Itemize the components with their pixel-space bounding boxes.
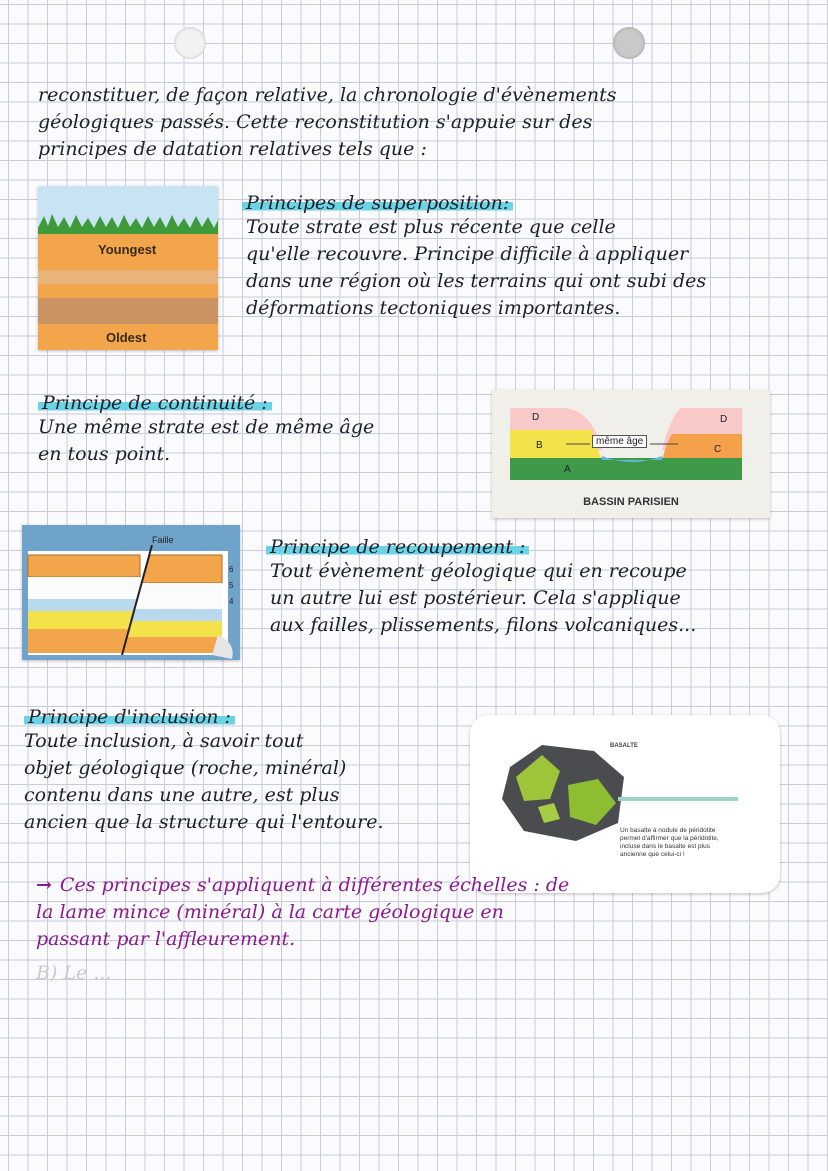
body-line: contenu dans une autre, est plus bbox=[24, 784, 340, 806]
recoupement-body bbox=[270, 558, 816, 639]
basalt-text-line: permet d'affirmer que la péridotite, bbox=[620, 835, 719, 842]
basalt-illustration bbox=[498, 737, 638, 847]
basalt-tag: BASALTE bbox=[610, 743, 638, 749]
arrow-icon: → bbox=[36, 874, 52, 896]
inclusion-body bbox=[24, 728, 464, 836]
intro-line: géologiques passés. Cette reconstitution s'appuie sur des bbox=[38, 111, 593, 133]
inclusion-section bbox=[24, 706, 464, 836]
same-age-label: même âge bbox=[592, 435, 647, 448]
faded-text: B) Le ... bbox=[36, 962, 112, 984]
basalt-text-line: ancienne que celui-ci ! bbox=[620, 851, 685, 858]
conclusion-line: Ces principes s'appliquent à différentes échelles : de bbox=[59, 874, 570, 896]
body-line: en tous point. bbox=[38, 443, 171, 465]
body-line: qu'elle recouvre. Principe difficile à appliquer bbox=[246, 243, 689, 265]
continuite-body bbox=[38, 414, 478, 468]
recoupement-heading: Principe de recoupement : bbox=[266, 536, 529, 558]
stratum-number: 6 bbox=[229, 565, 234, 574]
recoupement-section bbox=[266, 536, 816, 639]
inclusion-heading: Principe d'inclusion : bbox=[24, 706, 235, 728]
body-line: dans une région où les terrains qui ont subi des bbox=[246, 270, 707, 292]
conclusion-line-1 bbox=[36, 872, 816, 899]
intro-line: principes de datation relatives tels que : bbox=[38, 138, 427, 160]
stratum-number: 5 bbox=[229, 581, 234, 590]
body-line: aux failles, plissements, filons volcaniques... bbox=[270, 614, 697, 636]
intro-text bbox=[38, 82, 808, 163]
basalt-text-line: Un basalte à nodule de péridotite bbox=[620, 827, 716, 834]
inclusion-figure bbox=[470, 715, 780, 893]
layer-label-d-right: D bbox=[720, 414, 728, 425]
superposition-body bbox=[246, 214, 812, 322]
punch-hole-left bbox=[174, 27, 206, 59]
conclusion-line: la lame mince (minéral) à la carte géologique en bbox=[36, 901, 504, 923]
conclusion-line: passant par l'affleurement. bbox=[36, 928, 296, 950]
body-line: déformations tectoniques importantes. bbox=[246, 297, 621, 319]
intro-line: reconstituer, de façon relative, la chronologie d'évènements bbox=[38, 84, 617, 106]
layer-label-a: A bbox=[564, 464, 571, 475]
body-line: Toute strate est plus récente que celle bbox=[246, 216, 616, 238]
stratum-number: 4 bbox=[229, 597, 234, 606]
continuite-heading: Principe de continuité : bbox=[38, 392, 272, 414]
basalt-text-line: incluse dans le basalte est plus bbox=[620, 843, 710, 850]
body-line: objet géologique (roche, minéral) bbox=[24, 757, 347, 779]
youngest-label: Youngest bbox=[98, 242, 157, 257]
continuite-section bbox=[38, 392, 478, 468]
superposition-figure bbox=[38, 186, 218, 350]
fault-label: Faille bbox=[152, 535, 174, 545]
continuite-figure bbox=[492, 390, 770, 518]
recoupement-figure bbox=[22, 525, 240, 660]
layer-label-b: B bbox=[536, 440, 543, 451]
body-line: ancien que la structure qui l'entoure. bbox=[24, 811, 384, 833]
layer-label-d-left: D bbox=[532, 412, 540, 423]
body-line: un autre lui est postérieur. Cela s'applique bbox=[270, 587, 681, 609]
superposition-section bbox=[242, 192, 812, 322]
punch-hole-right bbox=[613, 27, 645, 59]
superposition-heading: Principes de superposition: bbox=[242, 192, 513, 214]
body-line: Une même strate est de même âge bbox=[38, 416, 375, 438]
layer-label-c: C bbox=[714, 444, 722, 455]
body-line: Toute inclusion, à savoir tout bbox=[24, 730, 304, 752]
oldest-label: Oldest bbox=[106, 330, 147, 345]
body-line: Tout évènement géologique qui en recoupe bbox=[270, 560, 687, 582]
bassin-caption: BASSIN PARISIEN bbox=[583, 496, 679, 508]
conclusion-section bbox=[36, 872, 816, 953]
strata-illustration bbox=[38, 186, 218, 350]
highlight-stroke bbox=[618, 797, 738, 801]
fault-illustration bbox=[22, 525, 240, 660]
basalt-text bbox=[620, 827, 770, 859]
